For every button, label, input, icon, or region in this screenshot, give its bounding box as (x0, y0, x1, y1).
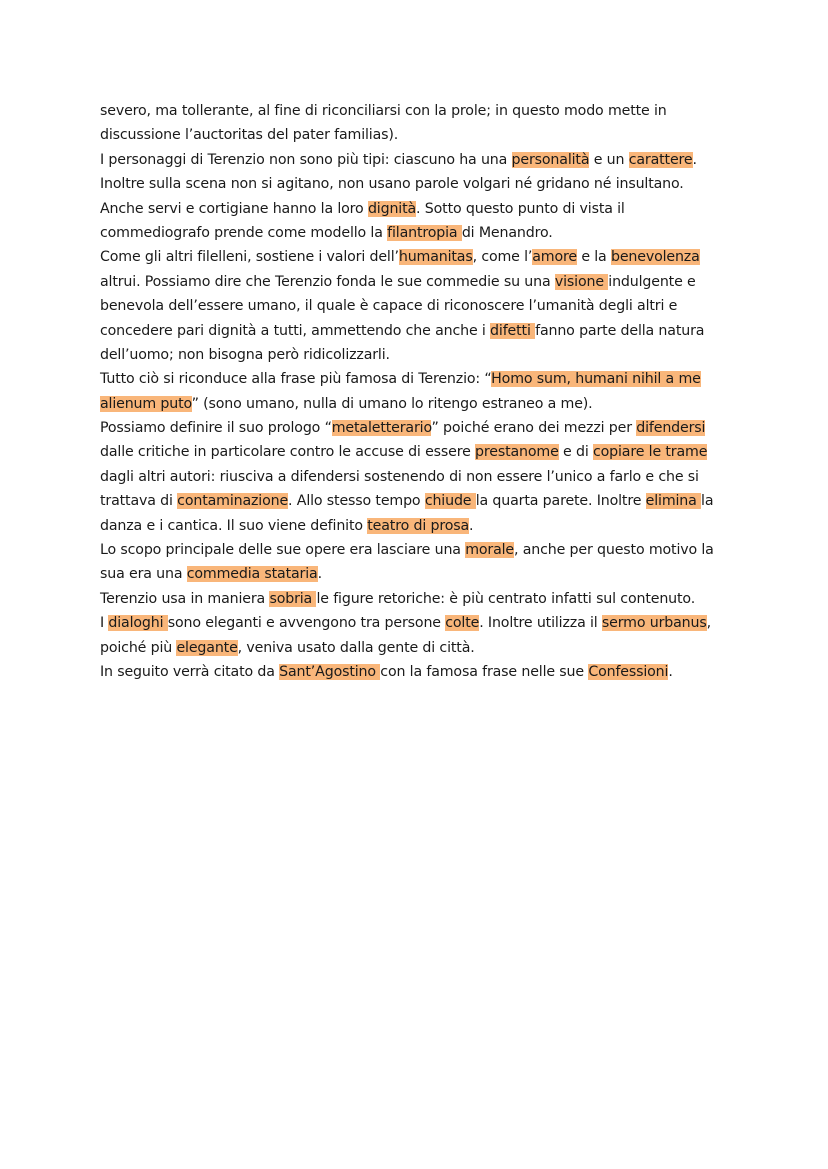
text-segment: concedere pari dignità a tutti, ammettendo che anche i (100, 322, 491, 339)
highlighted-term: metaletterario (331, 420, 432, 437)
text-segment: Tutto ciò si riconduce alla frase più famosa di Terenzio: “ (100, 371, 492, 388)
text-segment: con la famosa frase nelle sue (380, 663, 589, 680)
text-segment: . Sotto questo punto di vista il (416, 200, 625, 217)
text-segment: Come gli altri filelleni, sostiene i valori dell’ (100, 249, 399, 266)
text-segment: discussione l’auctoritas del pater familias). (100, 127, 399, 144)
text-line (100, 99, 740, 123)
highlighted-term: filantropia (387, 224, 462, 241)
text-segment: , anche per questo motivo la (514, 542, 714, 559)
text-line (100, 270, 740, 294)
text-line (100, 343, 740, 367)
text-segment: In seguito verrà citato da (100, 663, 280, 680)
text-segment: Possiamo definire il suo prologo “ (100, 420, 332, 437)
text-segment: Anche servi e cortigiane hanno la loro (100, 200, 368, 217)
text-segment: . (668, 663, 673, 680)
highlighted-term: carattere (628, 151, 693, 168)
highlighted-term: copiare le trame (592, 444, 708, 461)
highlighted-term: colte (445, 615, 480, 632)
text-segment: . (469, 517, 474, 534)
text-segment: indulgente e (608, 273, 696, 290)
text-segment: commediografo prende come modello la (100, 224, 388, 241)
text-line (100, 148, 740, 172)
text-segment: poiché più (100, 639, 177, 656)
text-segment: dell’uomo; non bisogna però ridicolizzarli. (100, 346, 390, 363)
text-segment: la quarta parete. Inoltre (475, 493, 646, 510)
text-segment: ” poiché erano dei mezzi per (431, 420, 637, 437)
text-line (100, 197, 740, 221)
document-body (100, 99, 740, 684)
highlighted-term: personalità (511, 151, 590, 168)
text-segment: e la (576, 249, 611, 266)
highlighted-term: Confessioni (588, 663, 669, 680)
highlighted-term: Sant’Agostino (279, 663, 381, 680)
text-line (100, 172, 740, 196)
text-line (100, 319, 740, 343)
text-segment: . Inoltre utilizza il (479, 615, 602, 632)
text-segment: Lo scopo principale delle sue opere era lasciare una (100, 542, 466, 559)
text-segment: , (706, 615, 711, 632)
highlighted-term: dialoghi (108, 615, 168, 632)
text-segment: e un (589, 151, 629, 168)
highlighted-term: sermo urbanus (601, 615, 707, 632)
text-line (100, 392, 740, 416)
text-segment: Terenzio usa in maniera (100, 590, 270, 607)
highlighted-term: amore (532, 249, 577, 266)
highlighted-term: elegante (176, 639, 238, 656)
text-segment: e di (558, 444, 593, 461)
text-line (100, 538, 740, 562)
text-segment: di Menandro. (461, 224, 553, 241)
text-line (100, 416, 740, 440)
text-line (100, 440, 740, 464)
text-line (100, 245, 740, 269)
highlighted-term: teatro di prosa (367, 517, 470, 534)
text-line (100, 562, 740, 586)
highlighted-term: difendersi (636, 420, 706, 437)
text-line (100, 221, 740, 245)
text-segment: altrui. Possiamo dire che Terenzio fonda le sue commedie su una (100, 273, 555, 290)
text-line (100, 660, 740, 684)
text-segment: , come l’ (472, 249, 533, 266)
text-segment: trattava di (100, 493, 178, 510)
text-segment: . Allo stesso tempo (288, 493, 425, 510)
text-segment: fanno parte della natura (535, 322, 705, 339)
text-line (100, 611, 740, 635)
text-line (100, 465, 740, 489)
text-segment: la (701, 493, 714, 510)
highlighted-term: alienum puto (100, 395, 192, 412)
highlighted-term: Homo sum, humani nihil a me (491, 371, 701, 388)
text-segment: ” (sono umano, nulla di umano lo ritengo estraneo a me). (191, 395, 593, 412)
text-segment: le figure retoriche: è più centrato infatti sul contenuto. (316, 590, 696, 607)
text-segment: , veniva usato dalla gente di città. (237, 639, 475, 656)
highlighted-term: contaminazione (177, 493, 289, 510)
highlighted-term: chiude (424, 493, 476, 510)
text-line (100, 636, 740, 660)
highlighted-term: morale (465, 542, 514, 559)
text-line (100, 294, 740, 318)
highlighted-term: sobria (269, 590, 317, 607)
text-segment: dalle critiche in particolare contro le accuse di essere (100, 444, 476, 461)
text-line (100, 123, 740, 147)
highlighted-term: dignità (367, 200, 417, 217)
text-line (100, 587, 740, 611)
highlighted-term: commedia stataria (186, 566, 318, 583)
highlighted-term: elimina (645, 493, 702, 510)
text-segment: sua era una (100, 566, 187, 583)
text-segment: I (100, 615, 109, 632)
text-line (100, 489, 740, 513)
text-segment: . (317, 566, 322, 583)
text-segment: danza e i cantica. Il suo viene definito (100, 517, 368, 534)
highlighted-term: difetti (490, 322, 536, 339)
text-segment: Inoltre sulla scena non si agitano, non usano parole volgari né gridano né insultano. (100, 176, 684, 193)
highlighted-term: humanitas (398, 249, 473, 266)
text-segment: . (692, 151, 697, 168)
text-segment: benevola dell’essere umano, il quale è capace di riconoscere l’umanità degli altri e (100, 298, 678, 315)
highlighted-term: visione (554, 273, 609, 290)
text-line (100, 367, 740, 391)
text-segment: sono eleganti e avvengono tra persone (167, 615, 446, 632)
highlighted-term: prestanome (475, 444, 559, 461)
text-segment: I personaggi di Terenzio non sono più tipi: ciascuno ha una (100, 151, 512, 168)
highlighted-term: benevolenza (610, 249, 700, 266)
text-segment: severo, ma tollerante, al fine di riconciliarsi con la prole; in questo modo mette in (100, 103, 667, 119)
text-segment: dagli altri autori: riusciva a difendersi sostenendo di non essere l’unico a farlo e che si (100, 468, 699, 485)
text-line (100, 514, 740, 538)
